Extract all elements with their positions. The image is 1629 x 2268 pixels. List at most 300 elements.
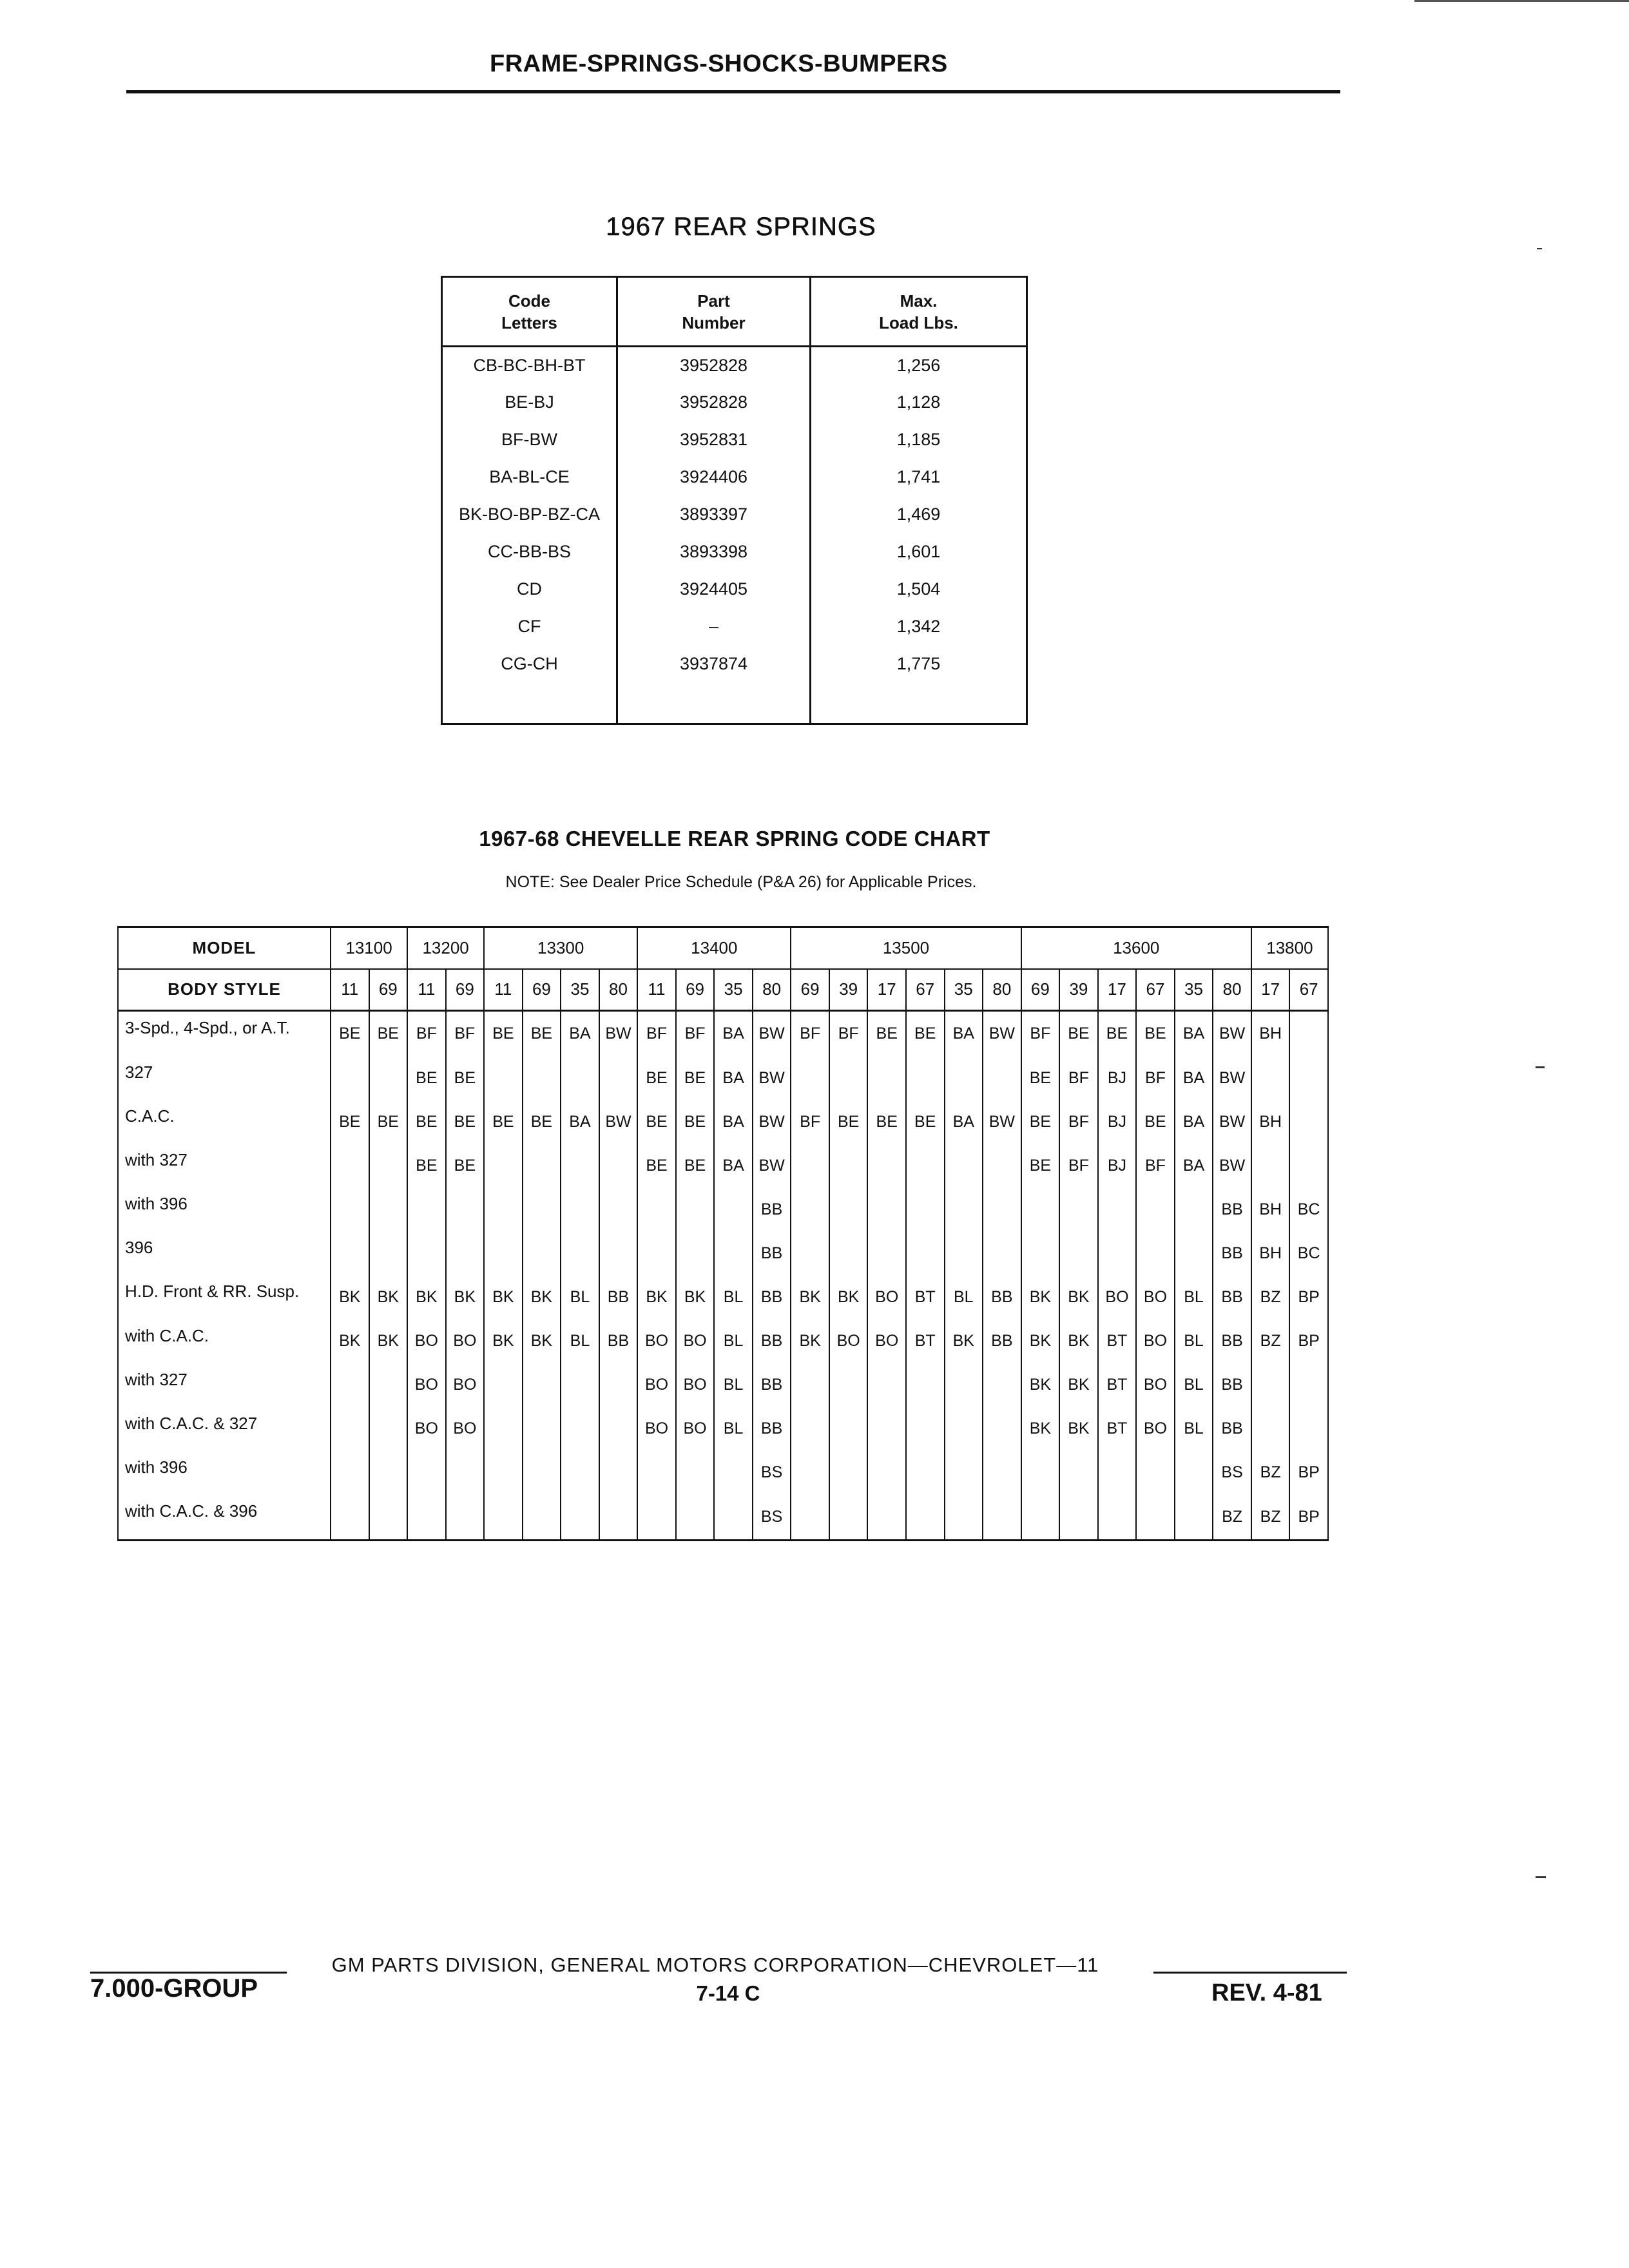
spring-code-cell: BO <box>446 1363 485 1407</box>
max-load-cell: 1,775 <box>811 646 1027 683</box>
spring-code-cell: BO <box>1136 1320 1175 1363</box>
spring-code-cell: BE <box>637 1144 676 1187</box>
spring-code-cell: BP <box>1289 1320 1328 1363</box>
spring-code-cell: BL <box>714 1320 753 1363</box>
spring-code-cell <box>867 1407 906 1451</box>
spring-code-cell: BO <box>1136 1275 1175 1319</box>
spring-code-cell: BO <box>637 1407 676 1451</box>
spring-code-cell: BE <box>446 1056 485 1100</box>
table-blank-row <box>442 683 1027 724</box>
spring-code-cell: BJ <box>1098 1144 1137 1187</box>
spring-code-cell: BB <box>1213 1363 1251 1407</box>
spring-code-cell <box>407 1495 446 1541</box>
spring-code-cell: BA <box>714 1100 753 1144</box>
spring-code-cell <box>791 1056 829 1100</box>
spring-code-cell <box>867 1144 906 1187</box>
spring-code-cell <box>599 1407 638 1451</box>
model-header: 13100 <box>331 927 407 969</box>
spring-code-cell: BE <box>407 1144 446 1187</box>
spring-code-cell: BE <box>369 1100 408 1144</box>
spring-code-cell: BZ <box>1251 1320 1290 1363</box>
spring-code-cell <box>484 1144 523 1187</box>
spring-code-cell: BE <box>867 1011 906 1057</box>
table-row <box>442 459 1027 496</box>
body-style-header: 17 <box>1098 969 1137 1011</box>
spring-code-cell <box>791 1495 829 1541</box>
spring-code-cell: BB <box>1213 1407 1251 1451</box>
spring-code-cell <box>484 1363 523 1407</box>
spring-code-cell: BE <box>906 1011 945 1057</box>
code-letters-cell: BF-BW <box>442 421 617 459</box>
part-number-cell: 3924406 <box>617 459 811 496</box>
spring-code-cell <box>714 1451 753 1495</box>
blank-cell <box>442 683 617 724</box>
table-row <box>118 1451 1328 1495</box>
table-row <box>442 571 1027 608</box>
spring-code-cell <box>446 1495 485 1541</box>
spring-code-cell: BE <box>484 1100 523 1144</box>
body-style-header: 80 <box>983 969 1021 1011</box>
spring-code-cell <box>983 1407 1021 1451</box>
spring-code-cell: BW <box>599 1100 638 1144</box>
spring-code-cell <box>561 1187 599 1231</box>
header-rule <box>126 90 1340 93</box>
spring-code-cell <box>1021 1187 1060 1231</box>
spring-code-cell: BK <box>1059 1363 1098 1407</box>
spring-code-cell: BA <box>714 1144 753 1187</box>
table-row <box>442 347 1027 384</box>
spring-code-cell: BW <box>599 1011 638 1057</box>
spring-code-cell <box>945 1056 983 1100</box>
spring-code-cell <box>676 1495 715 1541</box>
spring-code-cell <box>945 1231 983 1275</box>
spring-code-cell <box>906 1231 945 1275</box>
spring-code-cell: BH <box>1251 1187 1290 1231</box>
spring-code-cell: BO <box>676 1363 715 1407</box>
spring-code-cell <box>945 1495 983 1541</box>
spring-code-cell <box>446 1451 485 1495</box>
margin-mark <box>1537 248 1542 249</box>
table-header-row <box>442 277 1027 347</box>
table-row <box>118 1275 1328 1319</box>
spring-code-cell <box>1059 1231 1098 1275</box>
spring-code-cell <box>1175 1231 1213 1275</box>
spring-code-cell: BE <box>1098 1011 1137 1057</box>
spring-code-cell: BF <box>1136 1144 1175 1187</box>
blank-cell <box>811 683 1027 724</box>
spring-code-cell: BA <box>945 1100 983 1144</box>
spring-code-cell <box>599 1451 638 1495</box>
part-number-cell: 3952828 <box>617 384 811 421</box>
price-note: NOTE: See Dealer Price Schedule (P&A 26) for Applicable Prices. <box>505 873 977 891</box>
model-header: 13600 <box>1021 927 1251 969</box>
blank-cell <box>617 683 811 724</box>
spring-code-cell: BF <box>791 1100 829 1144</box>
body-style-header: 69 <box>446 969 485 1011</box>
spring-code-cell <box>829 1187 868 1231</box>
spring-code-cell <box>791 1144 829 1187</box>
spring-code-cell <box>484 1407 523 1451</box>
spring-code-cell <box>369 1144 408 1187</box>
spring-code-cell <box>484 1056 523 1100</box>
spring-code-cell <box>1059 1495 1098 1541</box>
spring-code-cell: BE <box>523 1011 561 1057</box>
code-chart-title: 1967-68 CHEVELLE REAR SPRING CODE CHART <box>479 827 990 850</box>
spring-code-cell <box>369 1407 408 1451</box>
spring-code-cell: BZ <box>1251 1495 1290 1541</box>
spring-code-cell <box>599 1231 638 1275</box>
spring-code-cell <box>945 1187 983 1231</box>
model-header: 13300 <box>484 927 637 969</box>
spring-code-cell <box>1251 1144 1290 1187</box>
max-load-cell: 1,185 <box>811 421 1027 459</box>
spring-code-cell: BO <box>446 1320 485 1363</box>
spring-code-cell <box>829 1407 868 1451</box>
spring-code-cell <box>829 1056 868 1100</box>
footer-rule-right <box>1153 1972 1347 1974</box>
spring-code-cell <box>1289 1011 1328 1057</box>
spring-code-cell: BF <box>1059 1144 1098 1187</box>
spring-code-cell: BW <box>753 1011 791 1057</box>
spring-code-cell: BE <box>407 1056 446 1100</box>
spring-code-cell: BW <box>753 1144 791 1187</box>
spring-code-cell: BL <box>1175 1407 1213 1451</box>
body-style-header: 69 <box>791 969 829 1011</box>
spring-code-cell: BS <box>753 1495 791 1541</box>
spring-code-cell: BA <box>1175 1011 1213 1057</box>
max-load-cell: 1,342 <box>811 608 1027 646</box>
table-row <box>442 533 1027 571</box>
spring-code-cell: BE <box>1021 1100 1060 1144</box>
row-label: C.A.C. <box>118 1100 331 1144</box>
spring-code-cell <box>867 1363 906 1407</box>
spring-code-cell <box>331 1451 369 1495</box>
spring-code-cell <box>1289 1363 1328 1407</box>
body-style-header: 69 <box>369 969 408 1011</box>
spring-code-cell: BL <box>714 1407 753 1451</box>
spring-code-cell: BK <box>637 1275 676 1319</box>
table-row <box>118 1011 1328 1057</box>
table-row <box>118 1100 1328 1144</box>
part-number-cell: 3952831 <box>617 421 811 459</box>
table-row <box>118 1407 1328 1451</box>
spring-code-cell <box>791 1407 829 1451</box>
spring-code-cell: BT <box>1098 1407 1137 1451</box>
spring-code-cell <box>1251 1407 1290 1451</box>
table-row <box>442 384 1027 421</box>
row-label: with C.A.C. & 396 <box>118 1495 331 1541</box>
spring-code-cell <box>369 1056 408 1100</box>
part-number-cell: 3893398 <box>617 533 811 571</box>
spring-code-cell: BA <box>1175 1056 1213 1100</box>
spring-code-cell <box>561 1451 599 1495</box>
spring-code-cell: BE <box>1021 1056 1060 1100</box>
spring-code-cell <box>523 1363 561 1407</box>
spring-code-cell: BO <box>637 1363 676 1407</box>
spring-code-cell <box>561 1144 599 1187</box>
spring-code-cell <box>1175 1495 1213 1541</box>
spring-code-cell: BK <box>1021 1407 1060 1451</box>
spring-code-cell: BE <box>484 1011 523 1057</box>
code-letters-cell: BA-BL-CE <box>442 459 617 496</box>
spring-code-cell: BO <box>407 1363 446 1407</box>
spring-code-cell: BL <box>1175 1363 1213 1407</box>
spring-code-cell: BT <box>1098 1320 1137 1363</box>
spring-code-cell <box>945 1144 983 1187</box>
table-row <box>118 1056 1328 1100</box>
spring-code-cell: BK <box>484 1275 523 1319</box>
spring-code-cell <box>1059 1187 1098 1231</box>
spring-code-cell: BB <box>753 1187 791 1231</box>
spring-code-cell: BP <box>1289 1495 1328 1541</box>
footer-page-number: 7-14 C <box>696 1981 760 2005</box>
table-row <box>442 421 1027 459</box>
spring-code-cell <box>523 1231 561 1275</box>
spring-code-cell: BB <box>1213 1231 1251 1275</box>
max-load-cell: 1,741 <box>811 459 1027 496</box>
spring-code-cell: BO <box>407 1320 446 1363</box>
spring-code-cell: BA <box>714 1011 753 1057</box>
spring-code-cell <box>676 1231 715 1275</box>
spring-code-cell: BO <box>1136 1407 1175 1451</box>
model-header: 13400 <box>637 927 791 969</box>
spring-code-cell: BB <box>983 1320 1021 1363</box>
spring-code-cell: BE <box>331 1100 369 1144</box>
spring-code-cell: BP <box>1289 1451 1328 1495</box>
spring-code-cell: BB <box>983 1275 1021 1319</box>
spring-code-cell <box>983 1363 1021 1407</box>
spring-code-cell: BE <box>331 1011 369 1057</box>
spring-code-cell <box>407 1451 446 1495</box>
margin-mark <box>1536 1066 1545 1068</box>
spring-code-cell: BK <box>484 1320 523 1363</box>
spring-code-cell <box>867 1231 906 1275</box>
spring-code-cell: BE <box>637 1056 676 1100</box>
spring-code-cell: BA <box>1175 1100 1213 1144</box>
model-header: 13200 <box>407 927 484 969</box>
spring-code-cell <box>1175 1187 1213 1231</box>
spring-code-cell: BH <box>1251 1011 1290 1057</box>
body-style-header: 80 <box>1213 969 1251 1011</box>
spring-code-cell <box>1098 1231 1137 1275</box>
part-number-cell: 3952828 <box>617 347 811 384</box>
spring-code-cell: BK <box>791 1320 829 1363</box>
spring-code-cell <box>637 1495 676 1541</box>
spring-code-cell <box>906 1451 945 1495</box>
spring-code-cell: BO <box>446 1407 485 1451</box>
spring-code-cell <box>331 1363 369 1407</box>
spring-code-cell: BW <box>1213 1100 1251 1144</box>
spring-code-cell: BO <box>676 1320 715 1363</box>
spring-code-cell <box>945 1451 983 1495</box>
row-label: with C.A.C. <box>118 1320 331 1363</box>
spring-code-cell: BW <box>753 1100 791 1144</box>
body-style-header: 11 <box>484 969 523 1011</box>
spring-code-cell: BB <box>753 1231 791 1275</box>
spring-code-cell: BK <box>331 1275 369 1319</box>
spring-code-cell: BE <box>446 1144 485 1187</box>
spring-code-cell <box>983 1495 1021 1541</box>
body-style-header: 35 <box>561 969 599 1011</box>
spring-code-cell: BW <box>1213 1144 1251 1187</box>
part-number-cell: 3937874 <box>617 646 811 683</box>
spring-code-cell: BL <box>1175 1275 1213 1319</box>
spring-code-cell: BO <box>407 1407 446 1451</box>
spring-code-cell: BA <box>1175 1144 1213 1187</box>
body-style-header: 69 <box>1021 969 1060 1011</box>
spring-code-cell: BE <box>676 1056 715 1100</box>
spring-code-cell: BH <box>1251 1231 1290 1275</box>
table-row <box>118 1144 1328 1187</box>
spring-code-cell: BB <box>753 1320 791 1363</box>
spring-code-cell: BL <box>945 1275 983 1319</box>
spring-code-cell: BS <box>1213 1451 1251 1495</box>
spring-code-cell <box>331 1231 369 1275</box>
spring-code-cell: BK <box>1021 1275 1060 1319</box>
spring-code-cell: BZ <box>1251 1451 1290 1495</box>
table-row <box>118 1231 1328 1275</box>
model-header: 13800 <box>1251 927 1328 969</box>
spring-code-cell <box>523 1056 561 1100</box>
spring-code-cell <box>599 1144 638 1187</box>
body-style-header-row <box>118 969 1328 1011</box>
spring-code-cell: BK <box>407 1275 446 1319</box>
spring-code-cell <box>561 1495 599 1541</box>
spring-code-cell: BK <box>446 1275 485 1319</box>
spring-code-cell <box>714 1231 753 1275</box>
body-style-header: 35 <box>945 969 983 1011</box>
max-load-cell: 1,256 <box>811 347 1027 384</box>
spring-code-cell <box>829 1451 868 1495</box>
model-header: 13500 <box>791 927 1021 969</box>
spring-code-cell <box>1021 1495 1060 1541</box>
spring-code-cell: BO <box>867 1320 906 1363</box>
spring-code-cell <box>906 1407 945 1451</box>
spring-code-cell <box>407 1231 446 1275</box>
spring-code-cell <box>983 1231 1021 1275</box>
spring-code-cell <box>369 1451 408 1495</box>
spring-code-cell <box>523 1144 561 1187</box>
spring-code-cell: BE <box>829 1100 868 1144</box>
spring-code-cell <box>561 1056 599 1100</box>
spring-code-cell <box>791 1231 829 1275</box>
code-letters-cell: BE-BJ <box>442 384 617 421</box>
spring-code-cell: BA <box>714 1056 753 1100</box>
row-label: 3-Spd., 4-Spd., or A.T. <box>118 1011 331 1057</box>
body-style-header: 11 <box>331 969 369 1011</box>
spring-code-cell: BJ <box>1098 1100 1137 1144</box>
spring-code-cell <box>561 1363 599 1407</box>
spring-code-cell: BO <box>1098 1275 1137 1319</box>
page-header-title: FRAME-SPRINGS-SHOCKS-BUMPERS <box>490 50 948 77</box>
spring-code-cell <box>1136 1451 1175 1495</box>
spring-code-cell: BA <box>945 1011 983 1057</box>
spring-code-cell <box>1021 1231 1060 1275</box>
body-style-header: 69 <box>523 969 561 1011</box>
spring-code-cell: BB <box>599 1275 638 1319</box>
spring-code-cell <box>829 1231 868 1275</box>
spring-code-cell <box>791 1187 829 1231</box>
body-style-header: 17 <box>1251 969 1290 1011</box>
column-header: Max. Load Lbs. <box>811 277 1027 347</box>
spring-code-cell <box>906 1056 945 1100</box>
spring-code-cell <box>1136 1495 1175 1541</box>
spring-code-cell: BK <box>1021 1363 1060 1407</box>
spring-code-cell: BC <box>1289 1231 1328 1275</box>
spring-code-cell: BE <box>523 1100 561 1144</box>
spring-code-cell <box>331 1056 369 1100</box>
spring-code-cell: BP <box>1289 1275 1328 1319</box>
body-style-label: BODY STYLE <box>118 969 331 1011</box>
spring-code-cell <box>676 1451 715 1495</box>
body-style-header: 67 <box>1289 969 1328 1011</box>
spring-code-cell <box>446 1187 485 1231</box>
spring-code-cell <box>561 1407 599 1451</box>
spring-code-cell <box>945 1363 983 1407</box>
spring-code-cell <box>637 1187 676 1231</box>
code-letters-cell: CC-BB-BS <box>442 533 617 571</box>
spring-code-cell <box>523 1407 561 1451</box>
spring-code-cell: BL <box>1175 1320 1213 1363</box>
spring-code-cell <box>1136 1231 1175 1275</box>
spring-code-cell: BE <box>1136 1011 1175 1057</box>
spring-code-cell <box>331 1144 369 1187</box>
spring-code-cell <box>1289 1144 1328 1187</box>
spring-code-cell <box>523 1451 561 1495</box>
row-label: with 327 <box>118 1144 331 1187</box>
spring-code-cell <box>1136 1187 1175 1231</box>
spring-code-cell: BL <box>561 1275 599 1319</box>
spring-code-cell: BO <box>1136 1363 1175 1407</box>
column-header: Code Letters <box>442 277 617 347</box>
model-label: MODEL <box>118 927 331 969</box>
spring-code-cell: BL <box>714 1363 753 1407</box>
spring-code-cell: BW <box>983 1100 1021 1144</box>
spring-code-cell: BE <box>1059 1011 1098 1057</box>
spring-code-cell: BE <box>369 1011 408 1057</box>
rear-springs-title: 1967 REAR SPRINGS <box>606 213 876 241</box>
spring-code-cell: BK <box>676 1275 715 1319</box>
spring-code-cell: BB <box>1213 1275 1251 1319</box>
spring-code-cell: BF <box>1059 1056 1098 1100</box>
spring-code-cell <box>484 1495 523 1541</box>
spring-code-cell: BE <box>676 1144 715 1187</box>
spring-code-cell <box>1098 1495 1137 1541</box>
spring-code-cell: BK <box>829 1275 868 1319</box>
spring-code-cell: BJ <box>1098 1056 1137 1100</box>
spring-code-cell: BB <box>753 1407 791 1451</box>
spring-code-cell: BB <box>1213 1187 1251 1231</box>
spring-code-cell: BK <box>369 1275 408 1319</box>
spring-code-cell: BW <box>1213 1056 1251 1100</box>
code-letters-cell: CF <box>442 608 617 646</box>
spring-code-cell: BF <box>407 1011 446 1057</box>
margin-mark <box>1536 1876 1546 1878</box>
spring-code-cell <box>599 1363 638 1407</box>
spring-code-cell: BK <box>331 1320 369 1363</box>
spring-code-cell <box>1251 1056 1290 1100</box>
spring-code-cell: BZ <box>1213 1495 1251 1541</box>
spring-code-cell <box>484 1231 523 1275</box>
spring-code-cell: BK <box>1059 1320 1098 1363</box>
spring-code-cell: BE <box>446 1100 485 1144</box>
spring-code-cell <box>369 1363 408 1407</box>
spring-code-cell: BH <box>1251 1100 1290 1144</box>
column-header: Part Number <box>617 277 811 347</box>
top-edge-mark <box>1414 0 1629 2</box>
spring-code-cell <box>714 1187 753 1231</box>
spring-code-cell: BE <box>637 1100 676 1144</box>
